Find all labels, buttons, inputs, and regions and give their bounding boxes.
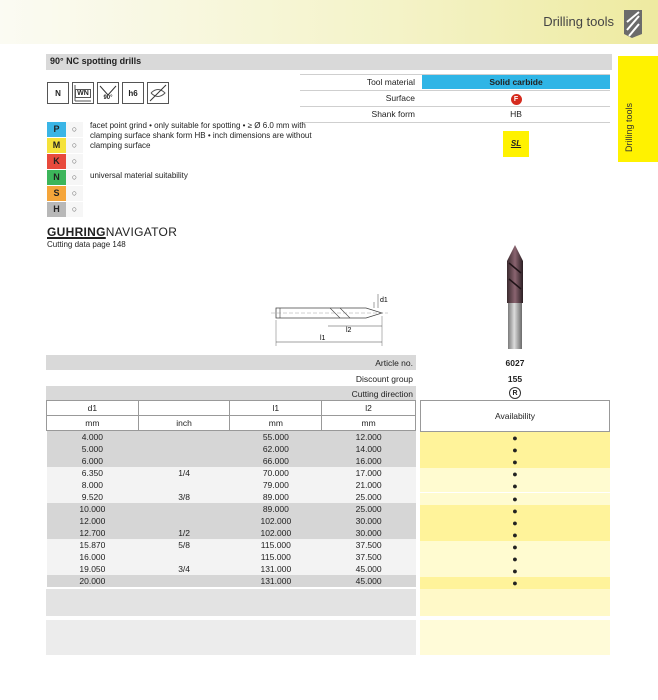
side-tab[interactable] — [618, 56, 658, 162]
unit-mm: mm — [322, 416, 416, 431]
side-tab-label: Drilling tools — [624, 102, 634, 152]
cell-l1: 70.000 — [262, 467, 289, 478]
n-description: universal material suitability — [90, 171, 188, 180]
table-row — [47, 455, 416, 467]
filler-band — [46, 589, 416, 616]
section-title: 90° NC spotting drills — [50, 56, 142, 66]
cell-l1: 62.000 — [262, 443, 289, 454]
cell-l1: 66.000 — [262, 455, 289, 466]
cell-inch — [138, 455, 230, 467]
availability-dot: ● — [420, 541, 610, 553]
material-h: H — [47, 202, 66, 217]
l2-label: l2 — [346, 327, 352, 334]
dimensions-table — [46, 400, 416, 587]
availability-dot: ● — [420, 444, 610, 456]
coating-badge: SL — [503, 131, 529, 157]
cell-inch: 5/8 — [178, 539, 191, 550]
drill-logo-icon — [620, 8, 646, 38]
d1-label: d1 — [380, 297, 388, 304]
availability-dot: ● — [420, 505, 610, 517]
cell-l1: 115.000 — [260, 539, 291, 550]
table-row — [47, 443, 416, 455]
table-row — [47, 575, 416, 587]
availability-dot: ● — [420, 577, 610, 589]
article-label: Article no. — [375, 358, 413, 368]
cell-l1: 115.000 — [260, 551, 291, 562]
cell-l2: 21.000 — [355, 479, 382, 490]
material-k-mark: ○ — [66, 154, 83, 169]
cell-d1: 20.000 — [79, 575, 106, 586]
cell-l2: 37.500 — [355, 539, 382, 550]
cell-l1: 131.000 — [260, 575, 292, 586]
standard-n-icon: N — [47, 82, 69, 104]
cell-inch — [138, 515, 230, 527]
cell-d1: 16.000 — [79, 551, 106, 562]
cell-l1: 89.000 — [262, 503, 289, 514]
cell-l1: 131.000 — [260, 563, 292, 574]
cell-d1: 6.350 — [81, 467, 104, 478]
unit-mm: mm — [230, 416, 322, 431]
l1-label: l1 — [320, 335, 326, 342]
material-s: S — [47, 186, 66, 201]
cell-inch: 3/4 — [178, 563, 191, 574]
tolerance-h6-icon: h6 — [122, 82, 144, 104]
availability-dot: ● — [420, 432, 610, 444]
shank-form-value: HB — [510, 109, 522, 119]
table-row — [47, 431, 416, 443]
material-n-mark: ○ — [66, 170, 83, 185]
cell-l2: 45.000 — [355, 575, 382, 586]
cell-d1: 9.520 — [81, 491, 104, 502]
cell-d1: 12.700 — [79, 527, 106, 538]
navigator-logo: GUHRINGNAVIGATOR — [47, 225, 178, 239]
tool-material-value: Solid carbide — [422, 75, 610, 89]
filler-band — [420, 620, 610, 655]
article-value: 6027 — [505, 358, 525, 368]
cell-d1: 10.000 — [79, 503, 106, 514]
col-inch-header — [138, 401, 230, 416]
cell-l1: 79.000 — [262, 479, 289, 490]
cell-inch — [138, 575, 230, 587]
surface-badge: F — [511, 94, 522, 105]
cell-l1: 102.000 — [260, 527, 292, 538]
cell-inch — [138, 479, 230, 491]
availability-dot: ● — [420, 480, 610, 492]
property-divider — [300, 122, 610, 123]
availability-dot: ● — [420, 468, 610, 480]
availability-dot: ● — [420, 456, 610, 468]
surface-value — [422, 91, 610, 105]
cell-l2: 25.000 — [355, 503, 382, 514]
cell-d1: 12.000 — [79, 515, 106, 526]
cell-l2: 45.000 — [355, 563, 382, 574]
cell-inch: 3/8 — [178, 491, 191, 502]
col-l1-header: l1 — [230, 401, 322, 416]
availability-dot: ● — [420, 493, 610, 505]
col-d1-header: d1 — [47, 401, 139, 416]
discount-label: Discount group — [355, 374, 413, 384]
table-row — [47, 503, 416, 515]
filler-band — [420, 589, 610, 616]
cell-l2: 30.000 — [355, 515, 382, 526]
availability-dot: ● — [420, 517, 610, 529]
material-n: N — [47, 170, 66, 185]
drill-photo — [500, 243, 530, 351]
col-l2-header: l2 — [322, 401, 416, 416]
cell-l2: 12.000 — [355, 431, 382, 442]
availability-header: Availability — [420, 400, 610, 432]
table-row — [47, 479, 416, 491]
cell-d1: 6.000 — [81, 455, 104, 466]
dimension-drawing — [270, 280, 400, 350]
surface-label: Surface — [385, 93, 415, 103]
cell-inch — [138, 443, 230, 455]
cell-d1: 19.050 — [79, 563, 106, 574]
direction-badge: R — [509, 387, 521, 399]
material-m: M — [47, 138, 66, 153]
cell-l2: 17.000 — [355, 467, 382, 478]
availability-dot: ● — [420, 529, 610, 541]
cell-inch — [138, 551, 230, 563]
tool-material-label: Tool material — [366, 77, 415, 87]
table-row — [47, 551, 416, 563]
cell-inch: 1/4 — [178, 467, 191, 478]
filler-band — [46, 620, 416, 655]
table-row — [47, 527, 416, 539]
discount-value: 155 — [507, 374, 523, 384]
material-k: K — [47, 154, 66, 169]
cell-l2: 37.500 — [355, 551, 382, 562]
availability-dot: ● — [420, 553, 610, 565]
page-title: Drilling tools — [543, 14, 614, 29]
material-m-mark: ○ — [66, 138, 83, 153]
cell-l2: 16.000 — [355, 455, 382, 466]
cell-l1: 89.000 — [262, 491, 289, 502]
no-coolant-icon — [147, 82, 169, 104]
cutting-data-link[interactable]: Cutting data page 148 — [47, 240, 126, 249]
cell-inch — [138, 431, 230, 443]
cell-l2: 30.000 — [355, 527, 382, 538]
table-row — [47, 515, 416, 527]
material-p-mark: ○ — [66, 122, 83, 137]
cell-l1: 55.000 — [262, 431, 289, 442]
p-description: facet point grind • only suitable for spotting • ≥ Ø 6.0 mm with clamping surface shank form HB • inch dimensions are without clamping surface — [90, 121, 312, 150]
unit-mm: mm — [47, 416, 139, 431]
cell-inch — [138, 503, 230, 515]
table-row — [47, 539, 416, 551]
cell-l2: 25.000 — [355, 491, 382, 502]
shank-wn-icon: WN — [72, 82, 94, 104]
point-angle-icon: 90° — [97, 82, 119, 104]
material-p: P — [47, 122, 66, 137]
availability-dot: ● — [420, 565, 610, 577]
cell-d1: 5.000 — [81, 443, 104, 454]
table-row — [47, 491, 416, 503]
cell-d1: 8.000 — [81, 479, 104, 490]
direction-label: Cutting direction — [351, 389, 413, 399]
direction-value — [420, 387, 610, 399]
material-h-mark: ○ — [66, 202, 83, 217]
table-row — [47, 563, 416, 575]
table-row — [47, 467, 416, 479]
shank-form-label: Shank form — [371, 109, 415, 119]
cell-d1: 15.870 — [79, 539, 106, 550]
material-s-mark: ○ — [66, 186, 83, 201]
cell-inch: 1/2 — [178, 527, 191, 538]
unit-inch: inch — [138, 416, 230, 431]
cell-l2: 14.000 — [355, 443, 382, 454]
cell-l1: 102.000 — [260, 515, 292, 526]
cell-d1: 4.000 — [81, 431, 104, 442]
